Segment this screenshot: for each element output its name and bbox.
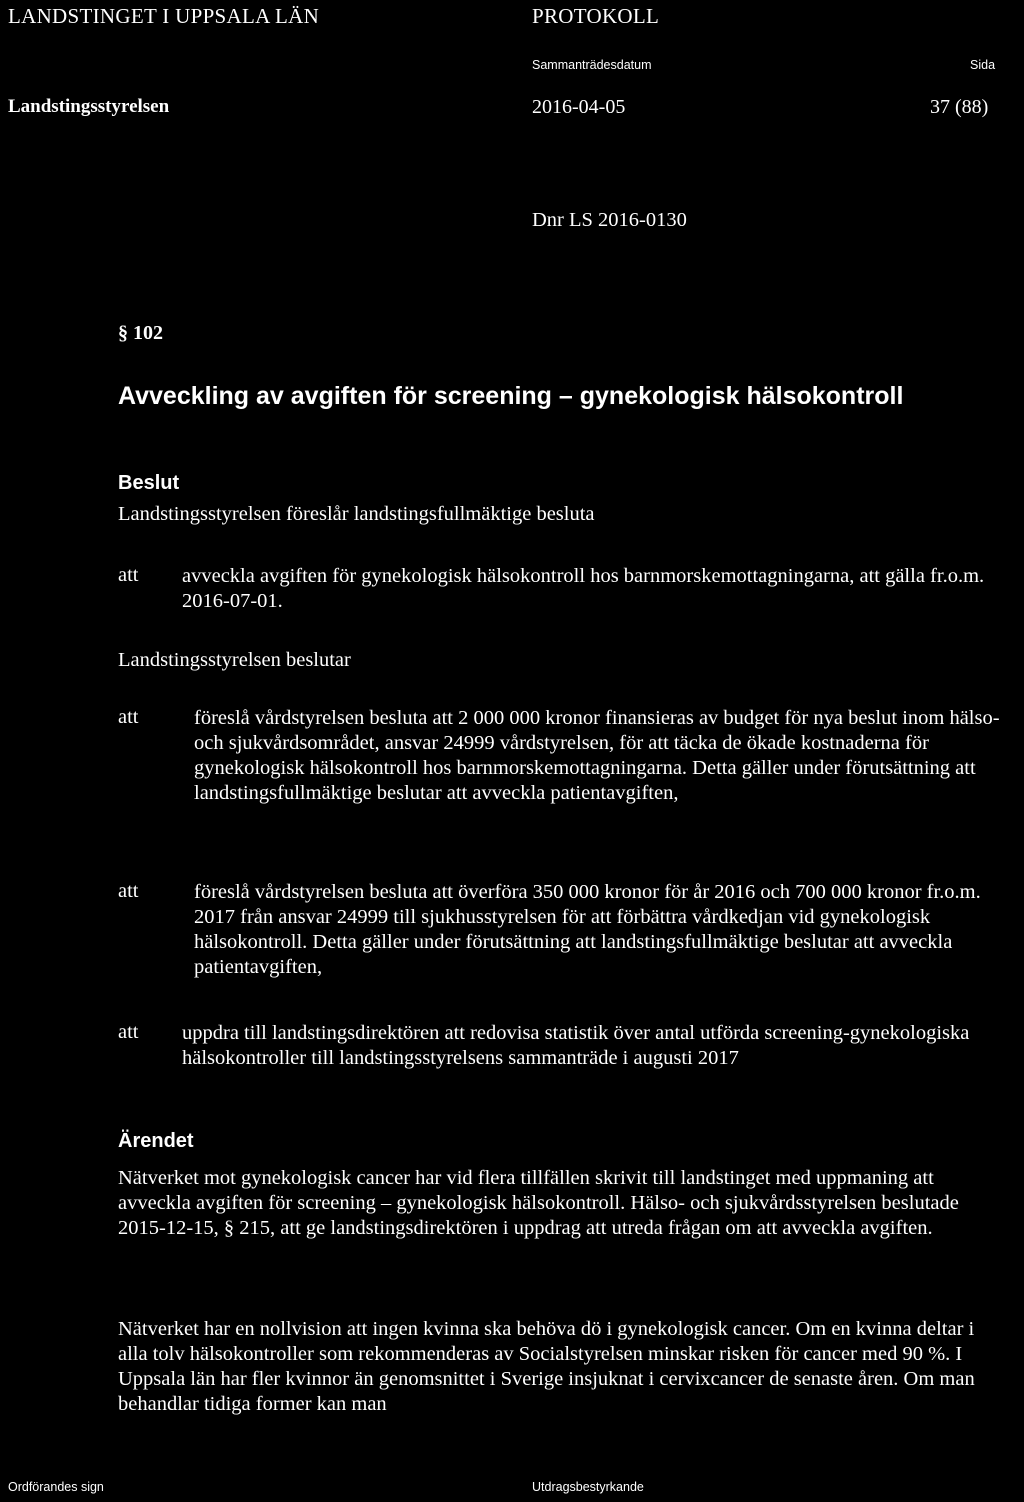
arendet-paragraph-1: Nätverket mot gynekologisk cancer har vid flera tillfällen skrivit till landstinget med uppmaning att avveckla avgiften för screening – gynekologisk hälsokontroll. Hälso- och sjukvårdsstyrelsen beslutade 2015-12-15, § 215, att ge landstingsdirektören i uppdrag att utreda frågan om att avveckla avgiften. bbox=[118, 1167, 959, 1239]
page-label: Sida bbox=[970, 58, 996, 72]
beslut-intro-2: Landstingsstyrelsen beslutar bbox=[118, 649, 351, 671]
arendet-heading: Ärendet bbox=[118, 1130, 194, 1152]
decision-item: föreslå vårdstyrelsen besluta att 2 000 000 kronor finansieras av budget för nya beslut inom hälso- och sjukvårdsområdet, ansvar 24999 vårdstyrelsen, för att täcka de ökade kostnaderna för gynekologisk hälsokontroll hos barnmorskemottagningarna. Detta gäller under förutsättning att landstingsfullmäktige beslutar att avveckla patientavgiften, bbox=[194, 707, 1000, 804]
diary-number: Dnr LS 2016-0130 bbox=[532, 209, 687, 231]
decision-item: föreslå vårdstyrelsen besluta att överföra 350 000 kronor för år 2016 och 700 000 kronor fr.o.m. 2017 från ansvar 24999 till sjukhusstyrelsen för att förbättra vårdkedjan vid gynekologisk hälsokontroll. Detta gäller under förutsättning att landstingsfullmäktige beslutar att avveckla patientavgiften, bbox=[194, 881, 981, 978]
body-name: Landstingsstyrelsen bbox=[8, 96, 170, 117]
beslut-intro-1: Landstingsstyrelsen föreslår landstingsfullmäktige besluta bbox=[118, 503, 595, 525]
section-number: § 102 bbox=[118, 322, 163, 344]
decision-item: uppdra till landstingsdirektören att redovisa statistik över antal utförda screening-gynekologiska hälsokontroller till landstingsstyrelsens sammanträde i augusti 2017 bbox=[182, 1022, 970, 1069]
meeting-date: 2016-04-05 bbox=[532, 96, 626, 118]
decision-item: avveckla avgiften för gynekologisk hälsokontroll hos barnmorskemottagningarna, att gälla fr.o.m. 2016-07-01. bbox=[182, 565, 985, 612]
date-label: Sammanträdesdatum bbox=[532, 58, 652, 72]
att-marker: att bbox=[118, 880, 139, 902]
att-marker: att bbox=[118, 564, 139, 586]
org-name: LANDSTINGET I UPPSALA LÄN bbox=[8, 4, 320, 28]
beslut-heading: Beslut bbox=[118, 472, 180, 494]
doc-type: PROTOKOLL bbox=[532, 4, 660, 28]
att-marker: att bbox=[118, 1021, 139, 1043]
arendet-paragraph-2: Nätverket har en nollvision att ingen kvinna ska behöva dö i gynekologisk cancer. Om en kvinna deltar i alla tolv hälsokontroller som rekommenderas av Socialstyrelsen minskar risken för cancer med 90 %. I Uppsala län har fler kvinnor än genomsnittet i Sverige insjuknat i cervixcancer de senaste åren. Om man behandlar tidiga former kan man bbox=[118, 1318, 975, 1415]
footer-certification: Utdragsbestyrkande bbox=[532, 1480, 644, 1494]
page-number: 37 (88) bbox=[930, 96, 989, 118]
section-title: Avveckling av avgiften för screening – gynekologisk hälsokontroll bbox=[118, 382, 904, 410]
footer-chair-sign: Ordförandes sign bbox=[8, 1480, 104, 1494]
att-marker: att bbox=[118, 706, 139, 728]
